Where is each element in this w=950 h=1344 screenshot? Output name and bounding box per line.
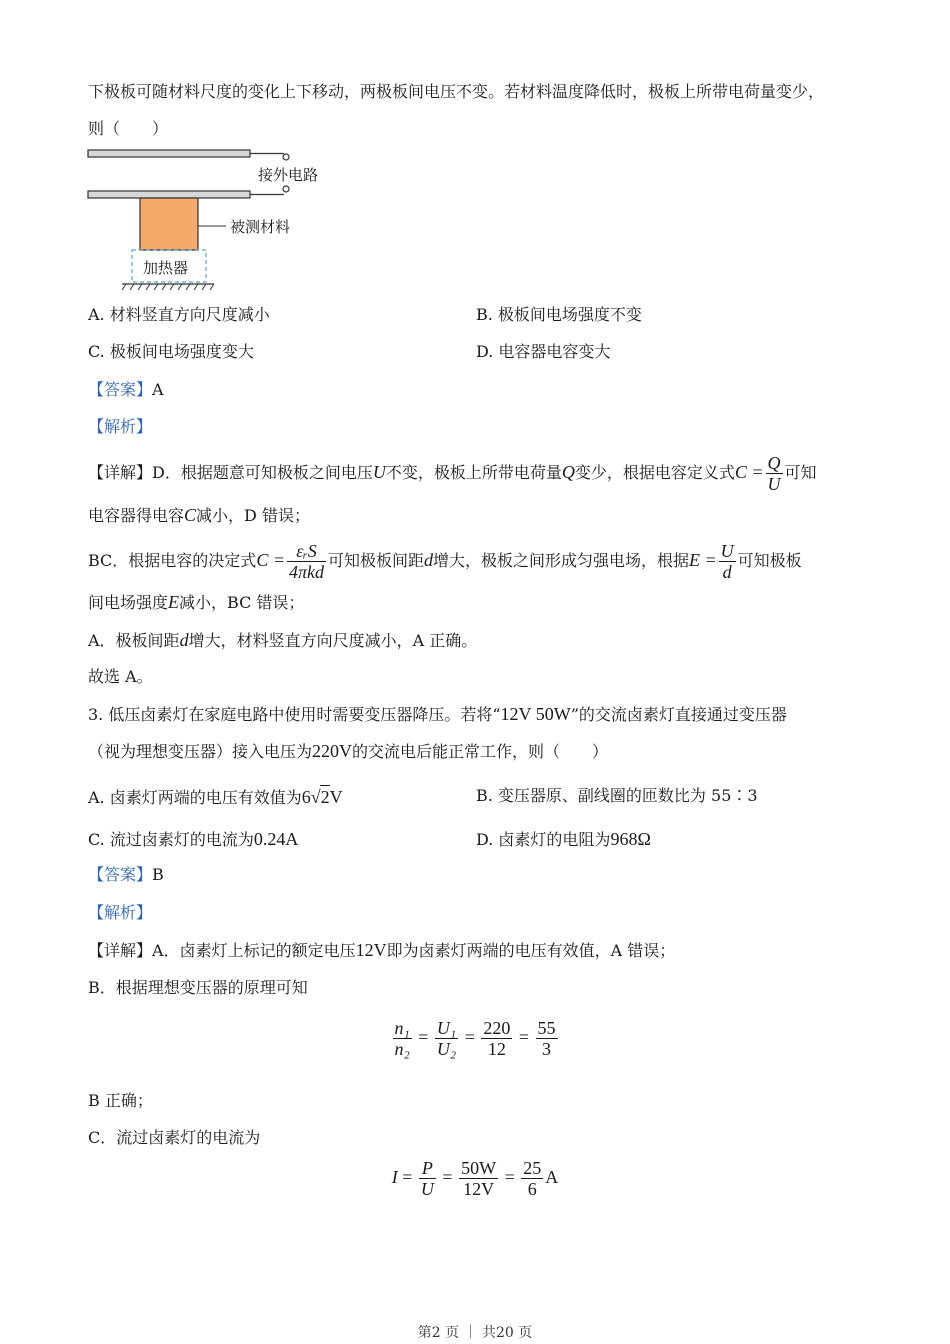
lower-plate [88,191,250,198]
page-footer: 第2 页 ｜ 共20 页 [417,1325,533,1341]
q3-option-a: A. 卤素灯两端的电压有效值为6√2V [88,787,343,807]
q3-stem-line-2: （视为理想变压器）接入电压为220V的交流电后能正常工作，则（ ） [88,741,609,761]
upper-plate [88,150,250,157]
q2-detail-a: A．极板间距d增大，材料竖直方向尺度减小，A 正确。 [88,630,478,650]
terminal-upper [283,154,289,160]
label-tested-material: 被测材料 [230,218,291,236]
q2-option-c: C. 极板间电场强度变大 [88,342,254,361]
q3-analysis-tag: 【解析】 [88,903,153,922]
q2-detail-bc: BC．根据电容的决定式C = $\frac{\text{εᵣS}}{\text{4πkd}}$ 可知极板间距d增大，极板之间形成匀强电场，根据E = $\frac{U}{d}$ 可知极板 [88,541,802,582]
intro-line-1: 下极板可随材料尺度的变化上下移动，两极板间电压不变。若材料温度降低时，极板上所带电荷量变少， [88,82,825,101]
q2-answer [88,379,164,401]
q3-option-b: B. 变压器原、副线圈的匝数比为 55∶3 [476,786,758,805]
q3-answer: 【答案】B [88,865,164,884]
tested-material [140,198,198,250]
q2-detail-d-line2: 电容器得电容C减小，D 错误； [88,505,310,525]
q2-option-d: D. 电容器电容变大 [476,342,611,361]
answer-tag: 【答案】 [88,380,153,399]
q2-detail-d: 【详解】D．根据题意可知极板之间电压U不变，极板上所带电荷量Q变少，根据电容定义式C = $\frac{Q}{U}$ 可知 [88,453,817,494]
q2-option-a: A. 材料竖直方向尺度减小 [88,305,270,324]
turns-ratio-equation: $\frac{\text{n₁}}{\text{n₂}}$ = $\frac{\text{U₁}}{\text{U₂}}$ = $\frac{220}{12}$ = $\frac{55}{3}$ [394,1018,556,1059]
q2-analysis-tag: 【解析】 [88,417,153,436]
q3-option-c: C. 流过卤素灯的电流为0.24A [88,829,299,849]
label-heater: 加热器 [143,259,189,277]
q3-option-d: D. 卤素灯的电阻为968Ω [476,829,651,849]
q2-option-b: B. 极板间电场强度不变 [476,305,642,324]
q3-stem-line-1: 3. 低压卤素灯在家庭电路中使用时需要变压器降压。若将“12V 50W”的交流卤素灯直接通过变压器 [88,704,787,724]
q3-detail-a: 【详解】A．卤素灯上标记的额定电压12V即为卤素灯两端的电压有效值，A 错误； [88,940,676,960]
q2-detail-bc-line2: 间电场强度E减小，BC 错误； [88,592,305,612]
q3-detail-c: C．流过卤素灯的电流为 [88,1128,261,1147]
terminal-lower [283,186,289,192]
q3-b-correct: B 正确； [88,1091,153,1110]
intro-line-2: 则（ ） [88,119,169,138]
current-equation: I = $\frac{P}{U}$ = $\frac{50W}{12V}$ = $\frac{25}{6}$ A [391,1158,559,1199]
label-external-circuit: 接外电路 [258,166,319,184]
q3-detail-b: B．根据理想变压器的原理可知 [88,978,308,997]
q2-conclusion: 故选 A。 [88,667,153,686]
answer-value: A [152,380,164,399]
